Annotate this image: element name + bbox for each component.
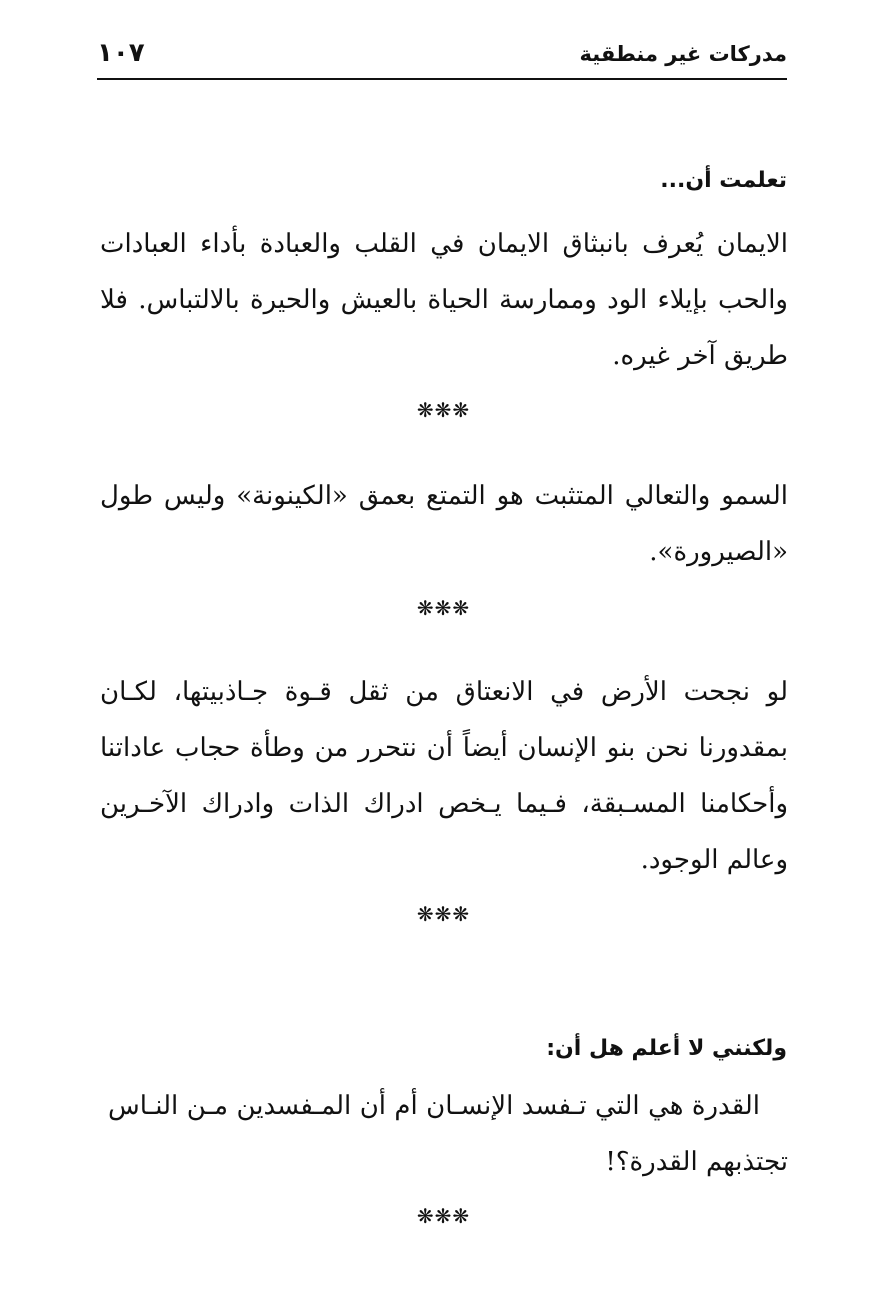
text-line: وعالم الوجود. [640, 845, 788, 875]
text-line: القدرة هي التي تـفسد الإنسـان أم أن المـفسدين مـن النـاس [108, 1091, 760, 1121]
text-line: والحب بإيلاء الود وممارسة الحياة بالعيش والحيرة بالالتباس. فلا [100, 285, 788, 315]
section-heading-learned: تعلمت أن... [660, 168, 787, 193]
paragraph-faith [100, 216, 788, 384]
section-divider: ❋❋❋ [416, 902, 471, 926]
paragraph-transcendence [100, 468, 788, 580]
text-line: السمو والتعالي المتثبت هو التمتع بعمق «الكينونة» وليس طول [100, 481, 788, 511]
running-title: مدركات غير منطقية [579, 42, 787, 66]
page-number: ١٠٧ [97, 38, 145, 68]
text-line: تجتذبهم القدرة؟! [605, 1147, 788, 1177]
section-divider: ❋❋❋ [416, 596, 471, 620]
text-line: بمقدورنا نحن بنو الإنسان أيضاً أن نتحرر من وطأة حجاب عاداتنا [100, 733, 788, 763]
running-header [97, 38, 787, 80]
paragraph-power [108, 1078, 760, 1134]
section-divider: ❋❋❋ [416, 398, 471, 422]
section-divider: ❋❋❋ [416, 1204, 471, 1228]
text-line: الايمان يُعرف بانبثاق الايمان في القلب والعبادة بأداء العبادات [100, 229, 788, 259]
section-heading-unknown: ولكنني لا أعلم هل أن: [546, 1036, 787, 1061]
text-line: طريق آخر غيره. [612, 341, 788, 371]
text-line: لو نجحت الأرض في الانعتاق من ثقل قـوة جـاذبيتها، لكـان [100, 677, 788, 707]
text-line: «الصيرورة». [649, 537, 788, 567]
text-line: وأحكامنا المسـبقة، فـيما يـخص ادراك الذات وادراك الآخـرين [100, 789, 788, 819]
paragraph-power-continued [100, 1134, 788, 1190]
paragraph-gravity [100, 664, 788, 888]
